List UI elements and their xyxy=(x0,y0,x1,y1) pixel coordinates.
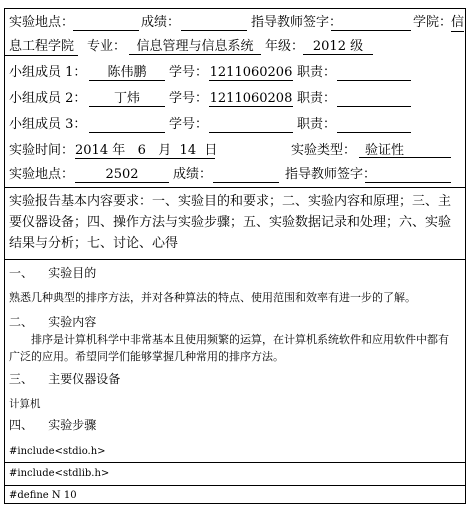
member-duty-label: 职责： xyxy=(297,65,337,80)
teacher-label: 指导教师签字： xyxy=(285,167,377,182)
location-label: 实验地点： xyxy=(9,15,75,30)
member-duty xyxy=(337,65,411,81)
college-label: 学院： xyxy=(413,15,453,30)
member-id xyxy=(209,117,293,133)
member-name: 陈伟鹏 xyxy=(89,65,165,81)
year-value: 2012 级 xyxy=(303,39,373,55)
type-label: 实验类型： xyxy=(291,143,357,158)
time-row xyxy=(5,143,465,161)
report-page xyxy=(4,8,466,504)
major-label: 专业： xyxy=(87,39,127,54)
code-line: #include<stdlib.h> xyxy=(9,468,110,479)
requirements-text: 实验报告基本内容要求：一、实验目的和要求；二、实验内容和原理；三、主要仪器设备；四、操作方法与实验步骤；五、实验数据记录和处理；六、实验结果与分析；七、讨论、心得 xyxy=(9,194,452,251)
code-line: #include<stdio.h> xyxy=(9,446,106,457)
member-label: 小组成员 2： xyxy=(9,91,87,106)
divider xyxy=(5,259,465,260)
section-title-text: 一、 实验目的 xyxy=(9,266,97,280)
divider xyxy=(5,187,465,188)
member-id: 1211060206 xyxy=(209,65,293,80)
header-row-2 xyxy=(5,39,465,57)
member-label: 小组成员 1： xyxy=(9,65,87,80)
time-value: 2014 年 6 月 14 日 xyxy=(75,143,218,158)
college-value-part1: 信 xyxy=(451,15,465,30)
section-1-body: 熟悉几种典型的排序方法，并对各种算法的特点、使用范围和效率有进一步的了解。 xyxy=(9,291,416,304)
location-row xyxy=(5,167,465,185)
section-body-text: 计算机 xyxy=(9,398,41,410)
member-id-label: 学号： xyxy=(169,65,209,80)
grade-field xyxy=(213,167,279,183)
header-row-1 xyxy=(5,15,465,33)
major-value: 信息管理与信息系统 xyxy=(129,39,261,55)
member-duty xyxy=(337,91,411,107)
member-label: 小组成员 3： xyxy=(9,117,87,132)
section-2-body: 排序是计算机科学中非常基本且使用频繁的运算，在计算机系统软件和应用软件中都有广泛的应用。希望同学们能够掌握几种常用的排序方法。 xyxy=(9,333,449,363)
type-value: 验证性 xyxy=(359,143,451,158)
member-id-label: 学号： xyxy=(169,91,209,106)
location-field xyxy=(73,15,139,31)
year-label: 年级： xyxy=(265,39,305,54)
grade-label: 成绩： xyxy=(173,167,213,182)
time-label: 实验时间： xyxy=(9,143,75,158)
member-row-2 xyxy=(5,91,465,109)
teacher-field xyxy=(331,15,411,31)
member-name: 丁炜 xyxy=(89,91,165,107)
teacher-label: 指导教师签字： xyxy=(251,15,343,30)
grade-field xyxy=(181,15,247,31)
member-id-label: 学号： xyxy=(169,117,209,132)
section-title-text: 二、 实验内容 xyxy=(9,315,97,329)
grade-label: 成绩： xyxy=(141,15,181,30)
teacher-field xyxy=(365,167,451,183)
member-name xyxy=(89,117,165,133)
member-id: 1211060208 xyxy=(209,91,293,106)
college-value-part2: 息工程学院 xyxy=(5,39,78,56)
divider xyxy=(5,485,465,486)
member-duty-label: 职责： xyxy=(297,91,337,106)
location-label: 实验地点： xyxy=(9,167,75,182)
code-line: #define N 10 xyxy=(9,490,77,501)
report-header xyxy=(5,9,465,189)
member-duty-label: 职责： xyxy=(297,117,337,132)
divider xyxy=(5,462,465,463)
member-row-3 xyxy=(5,117,465,135)
member-row-1 xyxy=(5,65,465,83)
member-duty xyxy=(337,117,411,133)
section-title-text: 三、 主要仪器设备 xyxy=(9,372,121,386)
location-value: 2502 xyxy=(75,167,169,183)
section-title-text: 四、 实验步骤 xyxy=(9,418,97,432)
